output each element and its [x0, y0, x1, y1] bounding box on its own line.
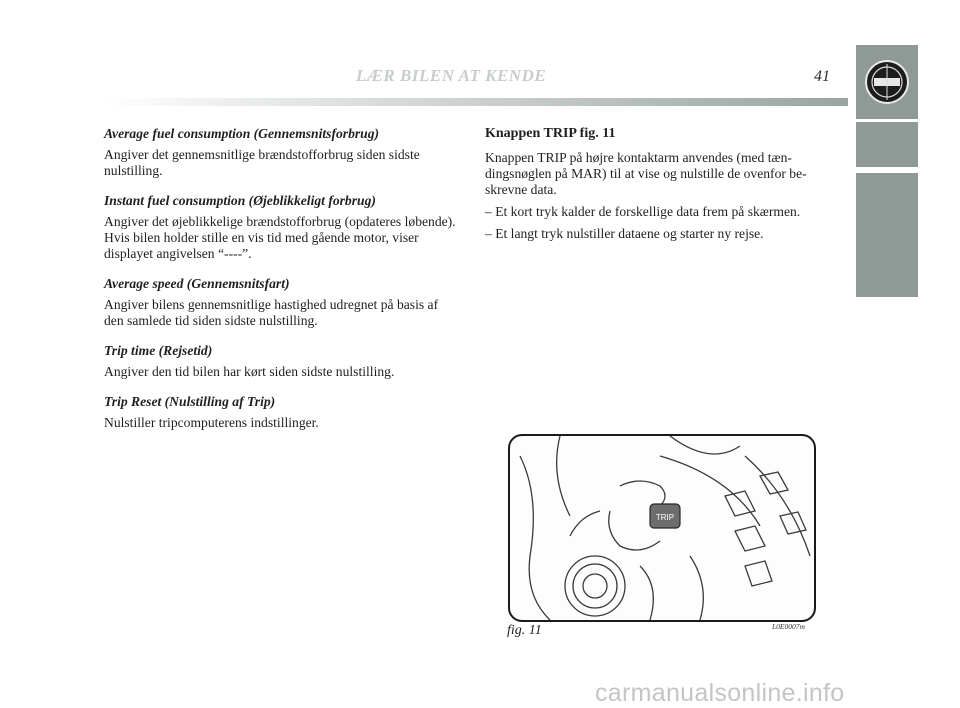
figure-caption: fig. 11: [507, 623, 542, 638]
section-trip-reset: [104, 394, 460, 431]
trip-button-label: TRIP: [655, 513, 675, 522]
section-text: Angiver det gennemsnitlige brændstofforbrug siden sidste nulstilling.: [104, 147, 420, 178]
right-column: [485, 126, 835, 248]
section-heading: Average fuel consumption (Gennemsnitsforbrug): [104, 126, 380, 141]
section-heading: Trip Reset (Nulstilling af Trip): [104, 394, 276, 409]
section-average-fuel: [104, 126, 460, 179]
side-tab-separator: [856, 119, 918, 122]
stalk-drawing: [510, 436, 814, 620]
watermark: carmanualsonline.info: [595, 679, 845, 707]
trip-button-heading: Knappen TRIP fig. 11: [485, 126, 616, 141]
section-text: Nulstiller tripcomputerens indstillinger.: [104, 415, 319, 430]
section-text: Angiver den tid bilen har kørt siden sidste nulstilling.: [104, 364, 395, 379]
section-instant-fuel: [104, 193, 460, 262]
page-number: 41: [814, 68, 830, 85]
section-average-speed: [104, 276, 460, 329]
section-trip-time: [104, 343, 460, 380]
running-header-title: LÆR BILEN AT KENDE: [356, 66, 547, 85]
figure-11-illustration: [508, 434, 816, 622]
header-rule: [100, 98, 848, 106]
short-press-item: – Et kort tryk kalder de forskellige data frem på skærmen.: [485, 204, 801, 219]
section-text: Angiver det øjeblikkelige brændstofforbrug (opdateres løbende). Hvis bilen holder stille en vis tid med gående motor, viser displayet angivelsen “----”.: [104, 214, 456, 261]
trip-button-paragraph: Knappen TRIP på højre kontaktarm anvendes (med tændingsnøglen på MAR) til at vise og nulstille de ovenfor beskrevne data.: [485, 150, 807, 197]
section-heading: Trip time (Rejsetid): [104, 343, 213, 358]
section-heading: Instant fuel consumption (Øjeblikkeligt forbrug): [104, 193, 376, 208]
lancia-logo: [856, 45, 918, 119]
section-text: Angiver bilens gennemsnitlige hastighed udregnet på basis af den samlede tid siden sidste nulstilling.: [104, 297, 439, 328]
section-heading: Average speed (Gennemsnitsfart): [104, 276, 290, 291]
lancia-shield-icon: [863, 58, 911, 106]
figure-code: L0E0007m: [772, 622, 805, 631]
trip-stalk-button: [650, 504, 680, 528]
long-press-item: – Et langt tryk nulstiller dataene og starter ny rejse.: [485, 226, 764, 241]
left-column: [104, 126, 460, 445]
side-tab-lower: [856, 173, 918, 297]
